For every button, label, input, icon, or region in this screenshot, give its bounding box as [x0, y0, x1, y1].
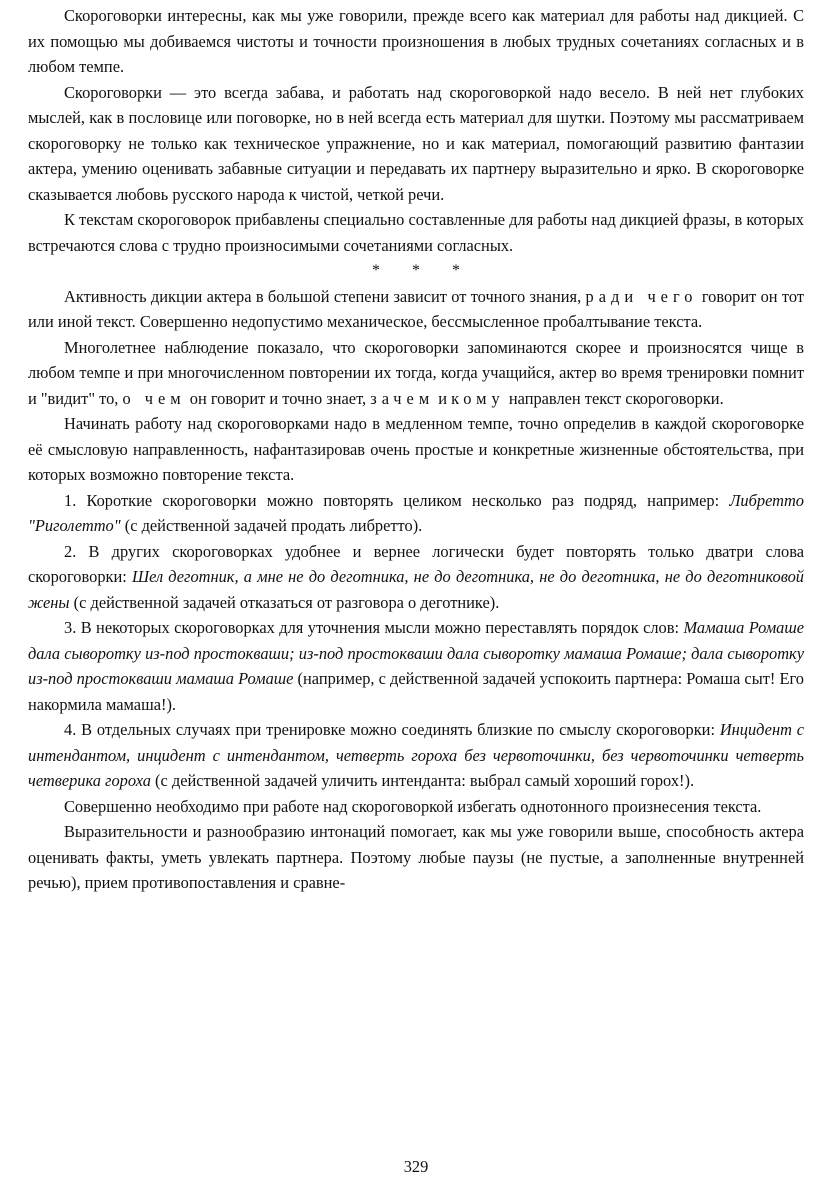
document-page: [28, 0, 804, 1192]
paragraph-4-part-b: говорит он тот или иной текст. Совершенно недопустимо механическое, бессмысленное пробалтывание текста.: [28, 286, 804, 331]
paragraph-2-part-c: для шутки. Поэтому мы рассматриваем скороговорку не только как техническое упражнение, но и как материал, помогающий развитию фантазии актера, умению оценивать забавные ситуации и передавать их партнеру выразительно и ярко. В скороговорке сказывается любовь русского народа к чистой, четкой речи.: [28, 108, 805, 204]
paragraph-5-part-c: и: [434, 388, 452, 408]
paragraph-7-italic: Либретто "Риголетто": [28, 490, 804, 535]
paragraph-7-part-b: (с действенной задачей продать либретто).: [120, 516, 423, 535]
paragraph-9: [28, 615, 804, 717]
paragraph-8: [28, 539, 804, 616]
paragraph-5-spaced-1: о чем: [122, 388, 186, 408]
paragraph-2: [28, 80, 804, 208]
paragraph-7-part-a: 1. Короткие скороговорки можно повторять целиком несколько раз подряд, например:: [64, 490, 730, 510]
paragraph-5-part-b: он говорит и точно знает,: [185, 388, 371, 408]
paragraph-7: [28, 488, 804, 539]
paragraph-12: Выразительности и разнообразию интонаций помогает, как мы уже говорили выше, способность актера оценивать факты, уметь увлекать партнера. Поэтому любые паузы (не пустые, а заполненные внутренней речью), прием противопоставления и сравне-: [28, 822, 804, 892]
paragraph-4-part-a: Активность дикции актера в большой степени зависит от точного знания,: [64, 286, 586, 306]
paragraph-3: К текстам скороговорок прибавлены специально составленные для работы над дикцией фразы, в которых встречаются слова с трудно произносимыми сочетаниями согласных.: [28, 210, 804, 255]
paragraph-5-part-a: Многолетнее наблюдение показало, что скороговорки запоминаются скорее и произносятся чище в любом темпе и при многочисленном повторении их тогда, когда учащийся, актер во время тренировки помнит и "видит" то,: [28, 337, 804, 408]
paragraph-9-part-a: 3. В некоторых скороговорках для уточнения мысли можно переставлять порядок слов:: [64, 618, 684, 637]
paragraph-10-part-a: 4. В отдельных случаях при тренировке можно соединять близкие по смыслу скороговорки:: [64, 720, 720, 739]
paragraph-5: [28, 335, 804, 412]
paragraph-10-italic: Инцидент с интендантом, инцидент с интендантом, четверть гороха без червоточинки, без червоточинки четверть четверика гороха: [28, 720, 804, 790]
paragraph-9-part-b: (например, с действенной задачей успокоить партнера: Ромаша сыт! Его накормила мамаша!).: [28, 669, 804, 714]
section-separator: * * *: [372, 262, 474, 279]
page-number: 329: [403, 1157, 429, 1176]
paragraph-5-part-d: направлен текст скороговорки.: [504, 388, 724, 408]
paragraph-5-spaced-3: кому: [451, 388, 505, 408]
paragraph-8-italic: Шел деготник, а мне не до деготника, не до деготника, не до деготника, не до деготниковой жены: [28, 567, 804, 612]
paragraph-1: Скороговорки интересны, как мы уже говорили, прежде всего как материал для работы над дикцией. С их помощью мы добиваемся чистоты и точности произношения в любых трудных сочетаниях согласных и в любом темпе.: [28, 6, 804, 76]
paragraph-4: [28, 284, 804, 335]
paragraph-2-part-b: ней нет глубоких мыслей, как в пословице или поговорке, но в ней всегда есть материал: [28, 82, 804, 127]
paragraph-8-part-b: (с действенной задачей отказаться от разговора о деготнике).: [69, 592, 500, 612]
paragraph-5-spaced-2: зачем: [370, 388, 435, 408]
paragraph-9-italic: Мамаша Ромаше дала сыворотку из-под простокваши; из-под простокваши дала сыворотку мамаша Ромаше; дала сыворотку из-под простокваши мамаша Ромаше: [28, 618, 805, 688]
paragraph-4-spaced: ради чего: [585, 286, 698, 306]
paragraph-2-part-a: Скороговорки — это всегда забава, и работать над скороговоркой надо весело. В: [64, 82, 677, 102]
paragraph-8-part-a: 2. В других скороговорках удобнее и вернее логически будет повторять только дватри слова скороговорки:: [28, 541, 804, 586]
paragraph-11: Совершенно необходимо при работе над скороговоркой избегать однотонного произнесения текста.: [64, 796, 762, 816]
paragraph-6: Начинать работу над скороговорками надо в медленном темпе, точно определив в каждой скороговорке её смысловую направленность, нафантазировав очень простые и конкретные жизненные обстоятельства, при которых возможно повторение текста.: [28, 414, 804, 484]
paragraph-10: [28, 717, 804, 794]
paragraph-10-part-b: (с действенной задачей уличить интенданта: выбрал самый хороший горох!).: [150, 771, 695, 790]
